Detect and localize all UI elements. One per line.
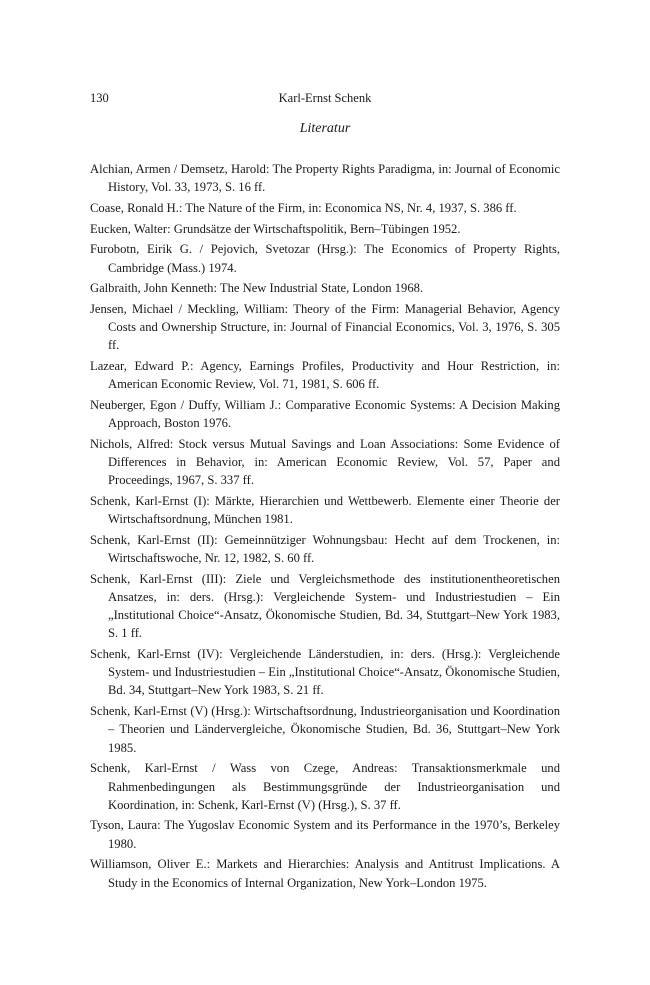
- reference-entry: Schenk, Karl-Ernst / Wass von Czege, Andreas: Transaktionsmerkmale und Rahmenbedingungen als Bestimmungsgründe der Industrieorganisation und Koordination, in: Schenk, Karl-Ernst (V) (Hrsg.), S. 37 ff.: [90, 761, 560, 812]
- reference-entry: Schenk, Karl-Ernst (III): Ziele und Vergleichsmethode des institutionentheoretischen Ansatzes, in: ders. (Hrsg.): Vergleichende System- und Industriestudien – Ein „Institutional Choice“-Ansatz, Ökonomische Studien, Bd. 34, Stuttgart–New York 1983, S. 1 ff.: [90, 571, 560, 641]
- reference-entry: Neuberger, Egon / Duffy, William J.: Comparative Economic Systems: A Decision Making Approach, Boston 1976.: [90, 397, 560, 431]
- reference-entry: Schenk, Karl-Ernst (II): Gemeinnütziger Wohnungsbau: Hecht auf dem Trockenen, in: Wirtschaftswoche, Nr. 12, 1982, S. 60 ff.: [90, 532, 560, 566]
- reference-entry: Lazear, Edward P.: Agency, Earnings Profiles, Productivity and Hour Restriction, in: American Economic Review, Vol. 71, 1981, S. 606 ff.: [90, 359, 560, 392]
- reference-entry: Eucken, Walter: Grundsätze der Wirtschaftspolitik, Bern–Tübingen 1952.: [90, 221, 461, 236]
- reference-list: [90, 160, 560, 894]
- reference-entry: Alchian, Armen / Demsetz, Harold: The Property Rights Paradigma, in: Journal of Economic History, Vol. 33, 1973, S. 16 ff.: [90, 162, 560, 195]
- reference-entry: Galbraith, John Kenneth: The New Industrial State, London 1968.: [90, 281, 424, 296]
- reference-entry: Jensen, Michael / Meckling, William: Theory of the Firm: Managerial Behavior, Agency Costs and Ownership Structure, in: Journal of Financial Economics, Vol. 3, 1976, S. 305 ff.: [90, 301, 560, 353]
- page-number: 130: [90, 91, 109, 105]
- reference-entry: Furobotn, Eirik G. / Pejovich, Svetozar (Hrsg.): The Economics of Property Rights, Cambridge (Mass.) 1974.: [90, 242, 560, 275]
- reference-entry: Coase, Ronald H.: The Nature of the Firm, in: Economica NS, Nr. 4, 1937, S. 386 ff.: [90, 200, 517, 215]
- reference-entry: Schenk, Karl-Ernst (V) (Hrsg.): Wirtschaftsordnung, Industrieorganisation und Koordination – Theorien und Ländervergleiche, Ökonomische Studien, Bd. 36, Stuttgart–New York 1985.: [90, 704, 560, 755]
- reference-entry: Tyson, Laura: The Yugoslav Economic System and its Performance in the 1970’s, Berkeley 1980.: [90, 818, 560, 851]
- running-head: Karl-Ernst Schenk: [278, 91, 372, 105]
- reference-entry: Nichols, Alfred: Stock versus Mutual Savings and Loan Associations: Some Evidence of Differences in Behavior, in: American Economic Review, Vol. 57, Paper and Proceedings, 1967, S. 337 ff.: [90, 436, 560, 488]
- reference-entry: Williamson, Oliver E.: Markets and Hierarchies: Analysis and Antitrust Implications. A Study in the Economics of Internal Organization, New York–London 1975.: [90, 857, 560, 890]
- section-title: Literatur: [299, 121, 351, 136]
- reference-entry: Schenk, Karl-Ernst (IV): Vergleichende Länderstudien, in: ders. (Hrsg.): Vergleichende System- und Industriestudien – Ein „Institutional Choice“-Ansatz, Ökonomische Studien, Bd. 34, Stuttgart–New York 1983, S. 21 ff.: [90, 647, 560, 698]
- reference-entry: Schenk, Karl-Ernst (I): Märkte, Hierarchien und Wettbewerb. Elemente einer Theorie der Wirtschaftsordnung, München 1981.: [90, 493, 560, 527]
